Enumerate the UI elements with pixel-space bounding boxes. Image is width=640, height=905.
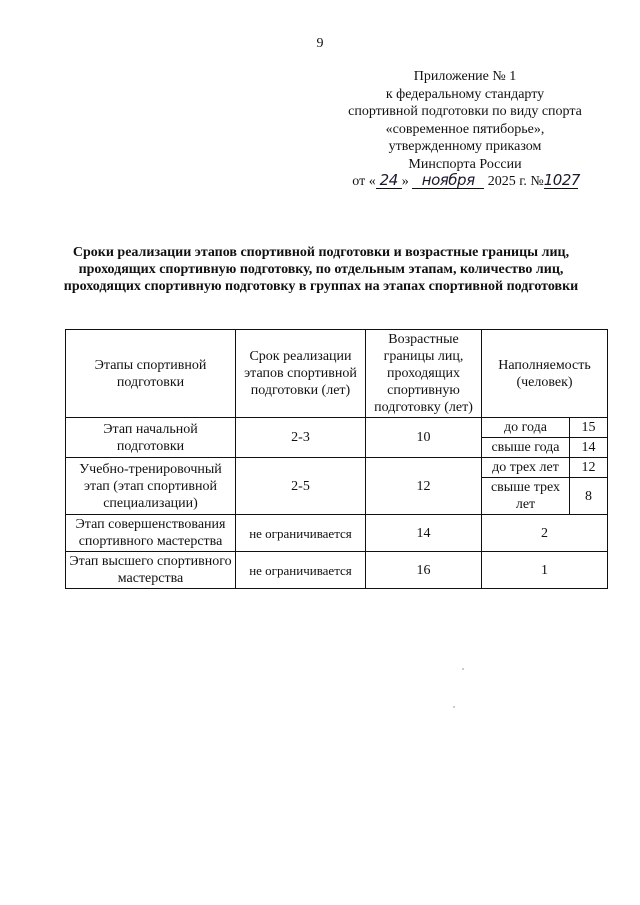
stage-cell: Этап высшего спортивного мастерства (66, 552, 236, 589)
scan-speck (453, 706, 455, 708)
occupancy-label: до трех лет (482, 458, 570, 478)
date-prefix: от « (352, 174, 376, 189)
occupancy-value: 15 (570, 418, 608, 438)
appendix-line: к федеральному стандарту (385, 86, 545, 102)
handwritten-day: 24 (376, 173, 402, 189)
handwritten-month: ноября (412, 173, 484, 189)
age-cell: 12 (366, 458, 482, 515)
duration-cell: 2-3 (236, 418, 366, 458)
appendix-line: Приложение № 1 (413, 69, 517, 84)
table-row (66, 515, 608, 552)
table-header-row (66, 330, 608, 418)
occupancy-label: свыше трех лет (482, 478, 570, 515)
scan-speck (462, 668, 464, 670)
header-stage: Этапы спортивной подготовки (66, 330, 236, 418)
header-duration: Срок реализации этапов спортивной подготовки (лет) (236, 330, 366, 418)
stage-cell: Этап начальной подготовки (66, 418, 236, 458)
table-row (66, 458, 608, 478)
date-mid: » (401, 174, 409, 189)
duration-cell: не ограничивается (236, 515, 366, 552)
header-age: Возрастные границы лиц, проходящих спортивную подготовку (лет) (366, 330, 482, 418)
stages-table (65, 329, 608, 589)
appendix-line: утвержденному приказом (388, 139, 542, 154)
occupancy-value: 1 (482, 552, 608, 589)
age-cell: 16 (366, 552, 482, 589)
stage-cell: Этап совершенствования спортивного мастерства (66, 515, 236, 552)
appendix-line: «современное пятиборье», (385, 121, 545, 137)
stage-cell: Учебно-тренировочный этап (этап спортивной специализации) (66, 458, 236, 515)
table-row (66, 418, 608, 438)
appendix-line: спортивной подготовки по виду спорта (348, 104, 582, 119)
age-cell: 10 (366, 418, 482, 458)
occupancy-value: 12 (570, 458, 608, 478)
order-date-line (332, 173, 598, 191)
occupancy-label: до года (482, 418, 570, 438)
duration-cell: 2-5 (236, 458, 366, 515)
appendix-line: Минспорта России (408, 156, 522, 172)
duration-cell: не ограничивается (236, 552, 366, 589)
document-title: Сроки реализации этапов спортивной подготовки и возрастные границы лиц, проходящих спортивную подготовку, по отдельным этапам, количество лиц, проходящих спортивную подготовку в группах на этапах спортивной подготовки (63, 245, 579, 294)
age-cell: 14 (366, 515, 482, 552)
page-number: 9 (316, 36, 324, 51)
header-occupancy: Наполняемость (человек) (482, 330, 608, 418)
occupancy-value: 14 (570, 438, 608, 458)
year-text: 2025 г. № (487, 174, 544, 189)
table-row (66, 552, 608, 589)
occupancy-value: 8 (570, 478, 608, 515)
handwritten-order-number: 1027 (543, 171, 580, 189)
occupancy-label: свыше года (482, 438, 570, 458)
occupancy-value: 2 (482, 515, 608, 552)
appendix-block (332, 68, 598, 191)
